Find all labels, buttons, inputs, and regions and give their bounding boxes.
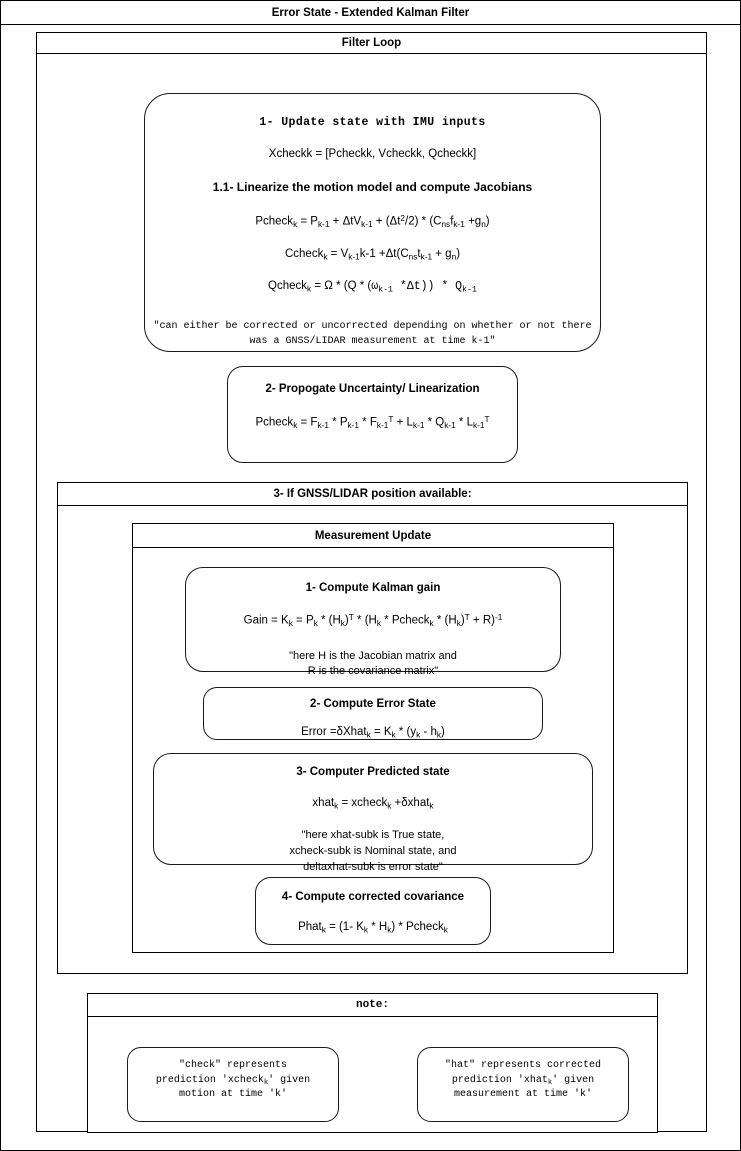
step-3-gnss-lidar-panel (57, 482, 688, 974)
note-check-text (128, 1059, 338, 1103)
step-2-equation: Pcheck$_k$ = $F_{k-1} * P_{k-1} * F_{k-1}^T + L_{k-1} * Q_{k-1} * L_{k-1}^T$ (255, 415, 490, 430)
mu-step-3-note-line-1: "here xhat-subk is True state, (301, 829, 445, 842)
note-panel-header: note: (88, 994, 657, 1017)
mu-step-4-equation: Phat$_k$ = (1- $K_k * H_k$) * Pcheck$_k$ (298, 921, 448, 935)
step-1-note-line-2: was a GNSS/LIDAR measurement at time k-1" (249, 335, 496, 347)
step-1-note (145, 320, 600, 349)
note-panel (87, 993, 658, 1133)
mu-step-3-note-line-2: xcheck-subk is Nominal state, and (289, 844, 457, 857)
note-check-line-2: prediction 'xcheck$_k$' given (155, 1074, 311, 1087)
mu-step-4-header: 4- Compute corrected covariance (281, 891, 465, 903)
mu-step-2-error-state-box (203, 687, 543, 740)
mu-step-3-predicted-state-box (153, 753, 593, 873)
note-check-box (127, 1047, 339, 1122)
step-3-header: 3- If GNSS/LIDAR position available: (58, 483, 687, 506)
step-1-eq-quaternion: Qcheck$_k$ = Ω * ($Q * (\omega_{k-1}$ $*\Delta t)) * Q_{k-1}$ (268, 280, 477, 295)
page-title: Error State - Extended Kalman Filter (1, 1, 740, 25)
step-2-propagate-uncertainty-box (227, 366, 518, 463)
filter-loop-body (37, 54, 706, 1131)
step-1-1-header: 1.1- Linearize the motion model and compute Jacobians (212, 180, 533, 194)
note-panel-body (88, 1017, 657, 1132)
mu-step-1-kalman-gain-box (185, 567, 561, 678)
mu-step-1-note-line-2: R is the covariance matrix" (307, 665, 439, 678)
step-3-body (58, 506, 687, 973)
mu-step-2-header: 2- Compute Error State (310, 698, 436, 710)
measurement-update-body (133, 548, 613, 952)
note-hat-box (417, 1047, 629, 1122)
step-1-state-vector: Xcheckk = [Pcheckk, Vcheckk, Qcheckk] (268, 148, 477, 160)
mu-step-3-note-line-3: deltaxhat-subk is error state" (303, 860, 443, 873)
mu-step-1-note (186, 649, 560, 680)
measurement-update-panel (132, 523, 614, 953)
mu-step-1-equation: Gain = $K_k = P_k * (H_k)^T * (H_k$ * Pcheck$_k$ * $(H_k)^T + R)^{-1}$ (243, 613, 503, 628)
mu-step-1-note-line-1: "here H is the Jacobian matrix and (289, 649, 457, 662)
note-check-line-1: "check" represents (178, 1060, 288, 1071)
mu-step-3-header: 3- Computer Predicted state (296, 766, 450, 778)
filter-loop-panel (36, 32, 707, 1132)
mu-step-1-header: 1- Compute Kalman gain (305, 582, 441, 594)
step-1-header: 1- Update state with IMU inputs (259, 116, 486, 129)
note-hat-text (418, 1059, 628, 1103)
note-hat-line-2: prediction 'xhat$_k$' given (451, 1074, 595, 1087)
mu-step-4-corrected-covariance-box (255, 877, 491, 945)
step-2-header: 2- Propogate Uncertainty/ Linearization (265, 383, 480, 395)
note-hat-line-3: measurement at time 'k' (453, 1089, 593, 1100)
mu-step-3-equation: xhat$_k$ = xcheck$_k$ +δxhat$_k$ (312, 797, 434, 811)
step-1-note-line-1: "can either be corrected or uncorrected depending on whether or not there (153, 321, 592, 333)
step-1-eq-velocity: Ccheck$_k$ = $V_{k-1}k-1 +\Delta t(C_{ns}t_{k-1} + g_n)$ (284, 247, 461, 262)
filter-loop-header: Filter Loop (37, 33, 706, 54)
step-1-eq-position: Pcheck$_k$ = $P_{k-1} + \Delta tV_{k-1} + (\Delta t^2/2) * (C_{ns}f_{k-1} +g_n)$ (255, 214, 490, 229)
mu-step-2-equation: Error =δXhat$_k$ = $K_k * (y_k - h_k)$ (301, 726, 445, 740)
mu-step-3-note (154, 828, 592, 875)
measurement-update-header: Measurement Update (133, 524, 613, 548)
note-hat-line-1: "hat" represents corrected (444, 1060, 602, 1071)
step-1-update-state-box (144, 93, 601, 352)
note-check-line-3: motion at time 'k' (178, 1089, 288, 1100)
